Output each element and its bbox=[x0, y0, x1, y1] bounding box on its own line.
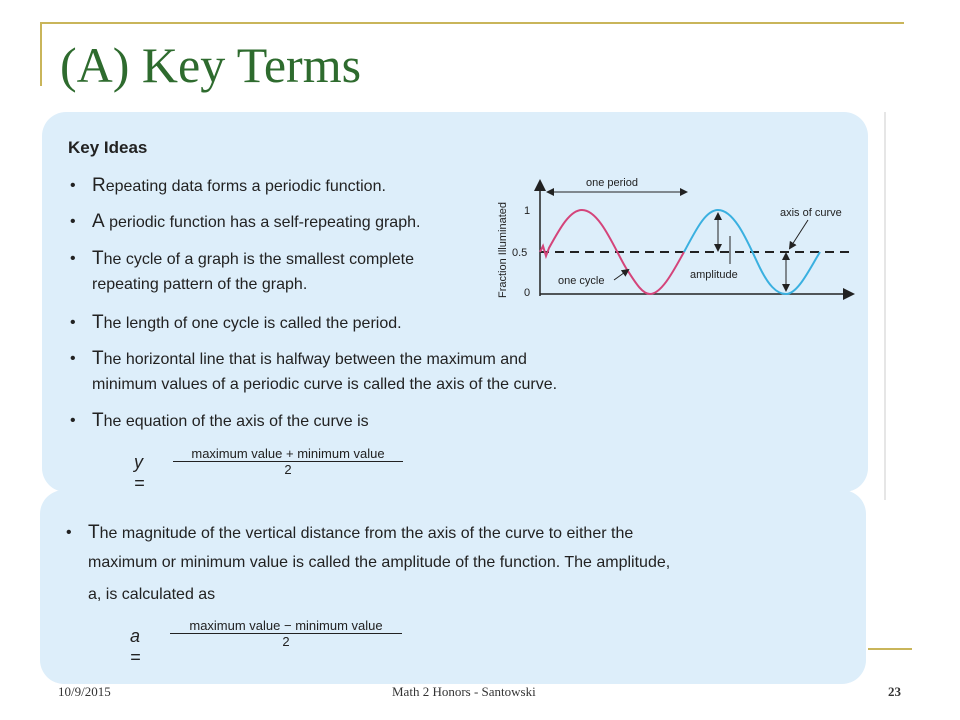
footer-date: 10/9/2015 bbox=[58, 684, 111, 699]
y-axis-label: Fraction Illuminated bbox=[497, 202, 509, 298]
one-period-label: one period bbox=[586, 177, 638, 189]
footer-page-number: 23 bbox=[888, 684, 901, 699]
one-cycle-label: one cycle bbox=[558, 275, 605, 287]
key-ideas-heading: Key Ideas bbox=[68, 138, 148, 157]
y-tick-1: 1 bbox=[524, 205, 531, 217]
periodic-function-diagram bbox=[490, 168, 860, 308]
footer-course: Math 2 Honors - Santowski bbox=[392, 684, 536, 699]
axis-of-curve-label: axis of curve bbox=[780, 207, 842, 219]
amplitude-label: amplitude bbox=[690, 269, 738, 281]
image-edge bbox=[884, 112, 886, 500]
y-tick-0: 0 bbox=[524, 287, 531, 299]
y-tick-0.5: 0.5 bbox=[512, 247, 528, 259]
slide-frame-left bbox=[40, 22, 42, 86]
slide-frame-top bbox=[40, 22, 904, 24]
slide-frame-bottom bbox=[868, 648, 912, 650]
slide-title: (A) Key Terms bbox=[60, 37, 362, 93]
